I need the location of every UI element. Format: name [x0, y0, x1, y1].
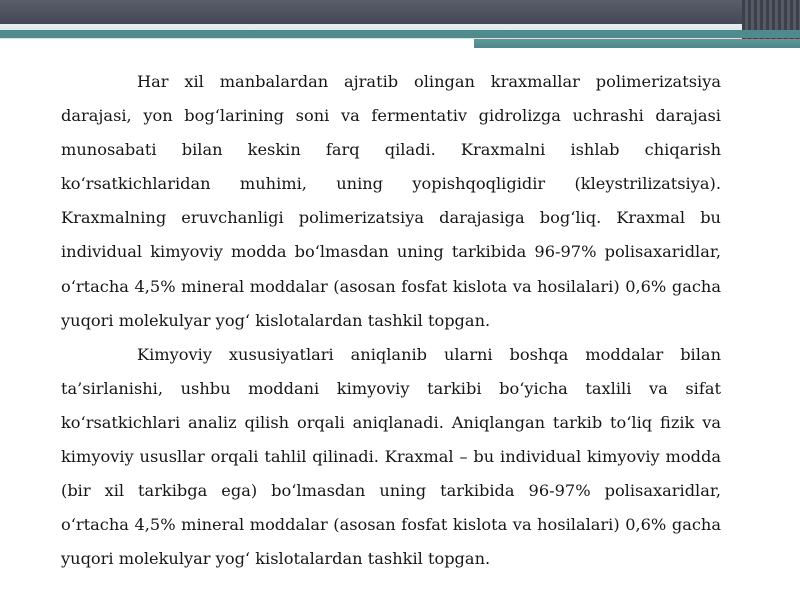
slide-header-accent-bar — [474, 39, 800, 48]
paragraph-2: Kimyoviy xususiyatlari aniqlanib ularni boshqa moddalar bilan ta’sirlanishi, ushbu moddani kimyoviy tarkibi bo‘yicha taxlili va sifat ko‘rsatkichlari analiz qilish orqali aniqlanadi. Aniqlangan tarkib to‘liq fizik va kimyoviy ususllar orqali tahlil qilinadi. Kraxmal – bu individual kimyoviy modda (bir xil tarkibga ega) bo‘lmasdan uning tarkibida 96-97% polisaxaridlar, o‘rtacha 4,5% mineral moddalar (asosan fosfat kislota va hosilalari) 0,6% gacha yuqori molekulyar yog‘ kislotalardan tashkil topgan. — [61, 344, 721, 569]
slide-header-teal-line — [0, 30, 800, 38]
slide-body-text — [61, 65, 721, 576]
slide-header-bar — [0, 0, 800, 24]
paragraph-1: Har xil manbalardan ajratib olingan kraxmallar polimerizatsiya darajasi, yon bog‘larining soni va fermentativ gidrolizga uchrashi darajasi munosabati bilan keskin farq qiladi. Kraxmalni ishlab chiqarish ko‘rsatkichlaridan muhimi, uning yopishqoqligidir (kleystrilizatsiya). Kraxmalning eruvchanligi polimerizatsiya darajasiga bog‘liq. Kraxmal bu individual kimyoviy modda bo‘lmasdan uning tarkibida 96-97% polisaxaridlar, o‘rtacha 4,5% mineral moddalar (asosan fosfat kislota va hosilalari) 0,6% gacha yuqori molekulyar yog‘ kislotalardan tashkil topgan. — [61, 72, 721, 330]
